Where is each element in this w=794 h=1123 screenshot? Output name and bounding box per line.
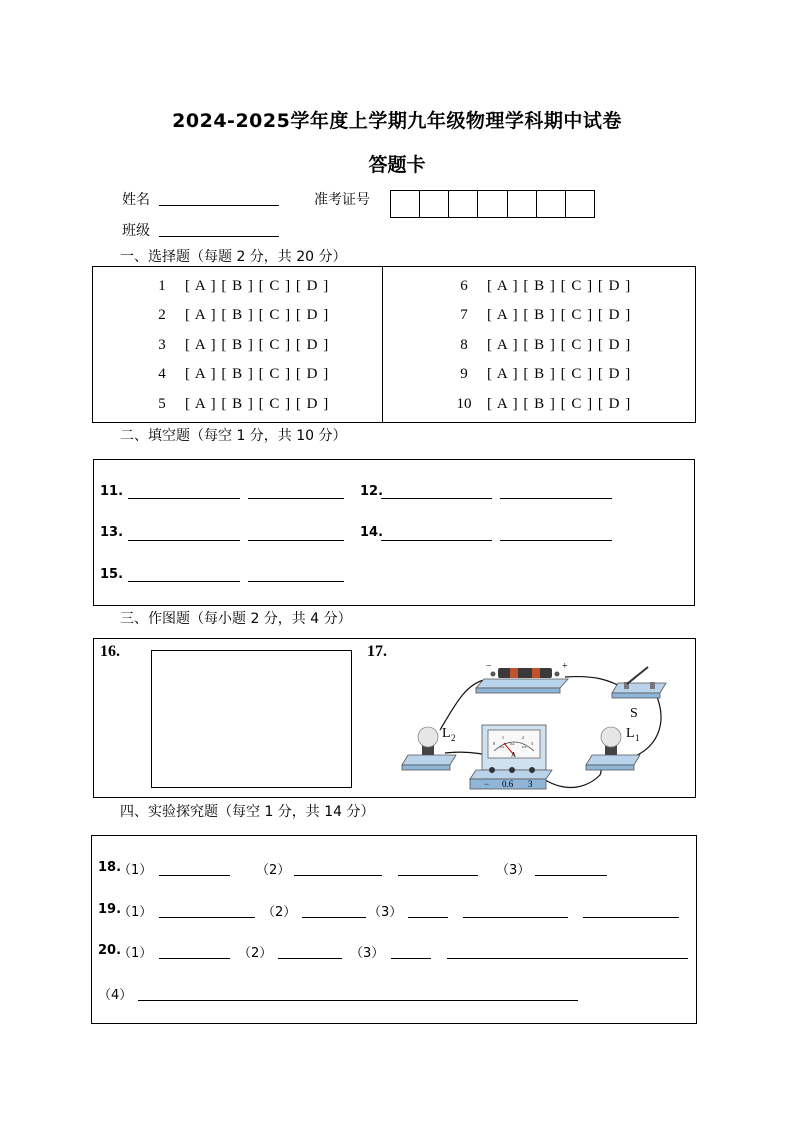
lamp-l2-bulb	[418, 727, 438, 747]
mc-number: 1	[158, 277, 166, 294]
wire-switch-l1	[630, 692, 661, 758]
mc-options[interactable]: [ A ] [ B ] [ C ] [ D ]	[185, 366, 330, 382]
page-title: 2024-2025学年度上学期九年级物理学科期中试卷	[172, 110, 622, 132]
lamp-l1-base-front	[586, 765, 634, 770]
mc-number: 10	[456, 395, 472, 412]
battery-terminal-neg	[491, 672, 496, 677]
exam-id-cell[interactable]	[478, 191, 507, 217]
name-label: 姓名	[122, 192, 150, 208]
ammeter-scale-06: 0.6	[522, 745, 527, 749]
mc-number: 4	[158, 366, 166, 382]
mc-row	[147, 394, 329, 414]
q20-blank-4[interactable]	[447, 958, 688, 959]
section4-title: 四、实验探究题（每空 1 分，共 14 分）	[120, 804, 375, 820]
q14-blank-2[interactable]	[500, 540, 612, 541]
q13-blank-2[interactable]	[248, 540, 344, 541]
exam-id-cell[interactable]	[420, 191, 449, 217]
q16-drawing-area[interactable]	[151, 650, 352, 788]
mc-row	[147, 306, 329, 326]
battery-base-front	[476, 688, 560, 693]
lamp-l1-subscript: 1	[635, 733, 640, 743]
q17-number: 17.	[367, 643, 387, 660]
mc-row	[449, 335, 631, 355]
exam-id-label: 准考证号	[314, 192, 370, 208]
battery-terminal-pos	[555, 672, 560, 677]
mc-options[interactable]: [ A ] [ B ] [ C ] [ D ]	[185, 336, 330, 353]
mc-number: 2	[158, 307, 166, 323]
q19-blank-3[interactable]	[408, 917, 448, 918]
ammeter-terminal-06	[509, 767, 515, 773]
q12-number: 12.	[360, 484, 384, 499]
ammeter-scale-2: 2	[522, 735, 524, 740]
q16-number: 16.	[100, 643, 120, 660]
ammeter-06-label: 0.6	[502, 779, 514, 789]
q18-blank-4[interactable]	[535, 875, 607, 876]
q19-blank-5[interactable]	[583, 917, 679, 918]
mc-options[interactable]: [ A ] [ B ] [ C ] [ D ]	[487, 277, 632, 294]
lamp-l2-base-front	[402, 765, 450, 770]
mc-number: 7	[460, 307, 468, 323]
q20-blank-2[interactable]	[278, 958, 342, 959]
q11-blank-1[interactable]	[128, 498, 240, 499]
q20-blank-3[interactable]	[391, 958, 431, 959]
battery-band-2	[532, 668, 540, 678]
q18-part3-label: （3）	[496, 863, 531, 878]
ammeter-scale-02: 0.2	[500, 745, 505, 749]
mc-number: 3	[158, 336, 166, 353]
fill-box	[93, 459, 695, 606]
mc-options[interactable]: [ A ] [ B ] [ C ] [ D ]	[185, 307, 330, 323]
ammeter-scale-04: 0.4	[510, 742, 515, 746]
q11-blank-2[interactable]	[248, 498, 344, 499]
ammeter-scale-1: 1	[502, 735, 504, 740]
mc-number: 8	[460, 336, 468, 353]
exam-id-grid[interactable]	[390, 190, 595, 218]
lamp-l2-group	[402, 726, 456, 770]
q20-part3-label: （3）	[350, 946, 385, 961]
mc-row	[449, 276, 631, 296]
mc-row	[449, 306, 631, 326]
battery-base-top	[476, 679, 568, 688]
q19-part2-label: （2）	[262, 905, 297, 920]
q18-number: 18.	[98, 860, 122, 875]
mc-options[interactable]: [ A ] [ B ] [ C ] [ D ]	[487, 336, 632, 353]
exam-id-cell[interactable]	[391, 191, 420, 217]
q14-number: 14.	[360, 525, 384, 540]
battery-band-1	[510, 668, 518, 678]
battery-minus-label: −	[486, 661, 492, 672]
mc-column-right	[449, 276, 631, 414]
mc-number: 9	[460, 366, 468, 382]
lamp-l2-base-top	[402, 755, 456, 765]
q18-blank-2[interactable]	[294, 875, 382, 876]
ammeter-3-label: 3	[528, 779, 533, 789]
experiment-box	[91, 835, 697, 1024]
q19-blank-1[interactable]	[159, 917, 255, 918]
q19-part1-label: （1）	[118, 905, 153, 920]
q19-number: 19.	[98, 902, 122, 917]
lamp-l1-label: L	[626, 726, 635, 741]
section3-title: 三、作图题（每小题 2 分，共 4 分）	[120, 611, 352, 627]
q19-blank-4[interactable]	[463, 917, 568, 918]
switch-label: S	[630, 706, 638, 721]
q20-number: 20.	[98, 943, 122, 958]
lamp-l2-label: L	[442, 726, 451, 741]
name-field[interactable]	[159, 205, 279, 206]
mc-number: 5	[158, 395, 166, 412]
q12-blank-2[interactable]	[500, 498, 612, 499]
switch-lever	[627, 667, 648, 684]
exam-id-cell[interactable]	[537, 191, 566, 217]
ammeter-terminal-3	[529, 767, 535, 773]
ammeter-scale-3: 3	[531, 741, 533, 746]
section2-title: 二、填空题（每空 1 分，共 10 分）	[120, 428, 347, 444]
ammeter-terminal-neg	[489, 767, 495, 773]
ammeter-symbol: A	[511, 751, 517, 759]
switch-base-top	[612, 683, 666, 693]
mc-number: 6	[460, 277, 468, 294]
q20-part1-label: （1）	[118, 946, 153, 961]
mc-options[interactable]: [ A ] [ B ] [ C ] [ D ]	[487, 307, 632, 323]
q20-blank-5[interactable]	[138, 1000, 578, 1001]
q14-blank-1[interactable]	[381, 540, 492, 541]
lamp-l1-group	[586, 726, 640, 770]
ammeter-minus-label: −	[484, 779, 490, 789]
q18-part1-label: （1）	[118, 863, 153, 878]
q11-number: 11.	[100, 484, 124, 499]
mc-row	[147, 365, 329, 385]
switch-group	[612, 667, 666, 721]
q12-blank-1[interactable]	[381, 498, 492, 499]
q20-part4-label: （4）	[98, 988, 133, 1003]
lamp-l1-base-top	[586, 755, 640, 765]
class-label: 班级	[122, 223, 150, 239]
mc-column-left	[147, 276, 329, 414]
q15-number: 15.	[100, 567, 124, 582]
q18-blank-3[interactable]	[398, 875, 478, 876]
battery-group	[476, 661, 568, 693]
mc-options[interactable]: [ A ] [ B ] [ C ] [ D ]	[487, 366, 632, 382]
battery-body	[498, 668, 552, 678]
exam-id-cell[interactable]	[566, 191, 594, 217]
switch-base-front	[612, 693, 660, 698]
q15-blank-2[interactable]	[248, 581, 344, 582]
exam-id-cell[interactable]	[508, 191, 537, 217]
ammeter-group	[470, 725, 552, 789]
lamp-l1-bulb	[601, 727, 621, 747]
page-subtitle: 答题卡	[368, 154, 426, 176]
mc-row	[147, 335, 329, 355]
q15-blank-1[interactable]	[128, 581, 240, 582]
circuit-diagram	[400, 655, 670, 795]
q13-number: 13.	[100, 525, 124, 540]
q20-blank-1[interactable]	[159, 958, 230, 959]
exam-id-cell[interactable]	[449, 191, 478, 217]
mc-options[interactable]: [ A ] [ B ] [ C ] [ D ]	[185, 395, 330, 412]
battery-plus-label: +	[562, 661, 568, 672]
mc-row	[449, 394, 631, 414]
mc-divider	[382, 266, 383, 423]
class-field[interactable]	[159, 236, 279, 237]
mc-row	[449, 365, 631, 385]
ammeter-scale-0: 0	[493, 741, 495, 746]
q13-blank-1[interactable]	[128, 540, 240, 541]
q19-part3-label: （3）	[368, 905, 403, 920]
mc-row	[147, 276, 329, 296]
q18-part2-label: （2）	[256, 863, 291, 878]
section1-title: 一、选择题（每题 2 分，共 20 分）	[120, 249, 347, 265]
mc-options[interactable]: [ A ] [ B ] [ C ] [ D ]	[185, 277, 330, 294]
q20-part2-label: （2）	[238, 946, 273, 961]
lamp-l2-subscript: 2	[451, 733, 456, 743]
q18-blank-1[interactable]	[159, 875, 230, 876]
mc-options[interactable]: [ A ] [ B ] [ C ] [ D ]	[487, 395, 632, 412]
q19-blank-2[interactable]	[302, 917, 366, 918]
switch-post-right	[650, 682, 655, 689]
